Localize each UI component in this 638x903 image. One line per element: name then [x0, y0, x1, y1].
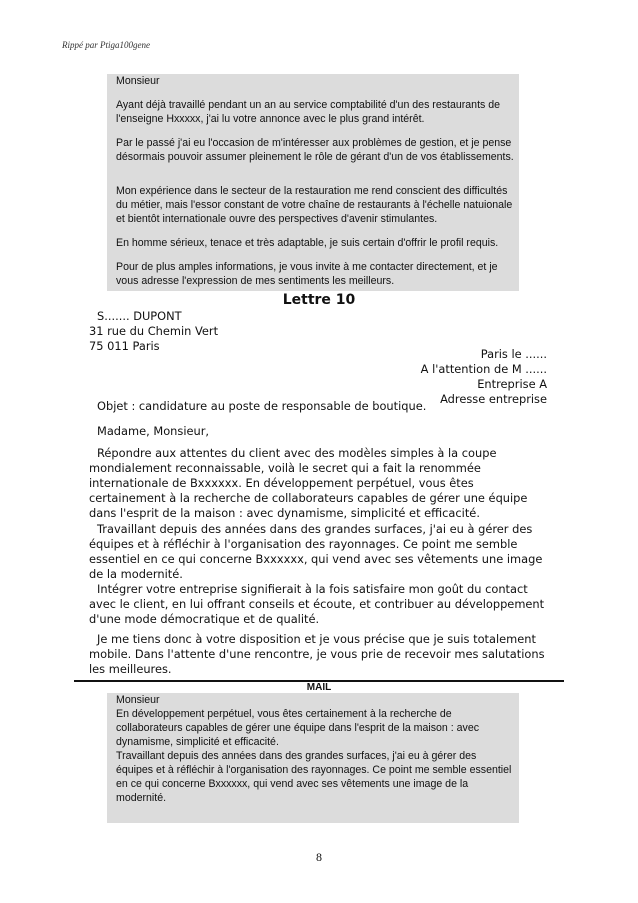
place-date: Paris le ...... — [480, 347, 547, 361]
sender-address — [89, 309, 218, 354]
sender-street: 31 rue du Chemin Vert — [89, 324, 219, 338]
excerpt-paragraph: Ayant déjà travaillé pendant un an au service comptabilité d'un des restaurants de l'enseigne Hxxxxx, j'ai lu votre annonce avec le plus grand intérêt. — [116, 99, 501, 125]
sender-name: S....... DUPONT — [97, 309, 182, 323]
excerpt-paragraph: Mon expérience dans le secteur de la restauration me rend conscient des difficultés du métier, mais l'essor constant de votre chaîne de restaurants à l'échelle natuionale et bientôt internationale ouvre des perspectives d'avenir stimulantes. — [116, 185, 513, 225]
header-note: Rippé par Ptiga100gene — [62, 40, 150, 50]
sender-city: 75 011 Paris — [89, 339, 160, 353]
excerpt-paragraph: Par le passé j'ai eu l'occasion de m'intéresser aux problèmes de gestion, et je pense désormais pouvoir assumer pleinement le rôle de gérant d'un de vos établissements. — [116, 137, 514, 163]
recipient-company: Entreprise A — [477, 377, 547, 391]
greeting: Madame, Monsieur, — [97, 424, 210, 438]
excerpt-paragraph: En développement perpétuel, vous êtes certainement à la recherche de collaborateurs capables de gérer une équipe dans l'esprit de la maison : avec dynamisme, simplicité et efficacité. — [116, 708, 480, 748]
email-excerpt-top — [107, 74, 519, 291]
excerpt-salutation: Monsieur — [116, 75, 160, 87]
letter-paragraph-3 — [89, 582, 551, 627]
recipient-street: Adresse entreprise — [440, 392, 547, 406]
subject-line: Objet : candidature au poste de responsable de boutique. — [97, 399, 427, 413]
paragraph: Répondre aux attentes du client avec des modèles simples à la coupe mondialement reconnaissable, voilà le secret qui a fait la renommée internationale de Bxxxxxx. En développement perpétuel, vous êtes certainement à la recherche de collaborateurs capables de gérer une équipe dans l'esprit de la maison : avec dynamisme, simplicité et efficacité. — [89, 446, 528, 520]
letter-subject — [89, 399, 551, 414]
paragraph: Je me tiens donc à votre disposition et je vous précise que je suis totalement mobile. Dans l'attente d'une rencontre, je vous prie de recevoir mes salutations les meilleures. — [89, 632, 545, 676]
excerpt-salutation: Monsieur — [116, 694, 160, 706]
excerpt-paragraph: Pour de plus amples informations, je vous invite à me contacter directement, et je vous adresse l'expression de mes sentiments les meilleurs. — [116, 261, 498, 287]
paragraph: Intégrer votre entreprise signifierait à la fois satisfaire mon goût du contact avec le client, en lui offrant conseils et écoute, et contribuer au développement d'une mode démocratique et de qualité. — [89, 582, 545, 626]
paragraph: Travaillant depuis des années dans des grandes surfaces, j'ai eu à gérer des équipes et à réfléchir à l'organisation des rayonnages. Ce point me semble essentiel en ce qui concerne Bxxxxxx, qui vend avec ses vêtements une image de la modernité. — [89, 522, 543, 581]
excerpt-paragraph: En homme sérieux, tenace et très adaptable, je suis certain d'offrir le profil requis. — [116, 237, 499, 249]
letter-paragraph-1 — [89, 446, 551, 521]
recipient-address — [421, 347, 547, 407]
letter-paragraph-4 — [89, 632, 551, 677]
letter-title: Lettre 10 — [282, 292, 356, 308]
mail-label: MAIL — [306, 682, 332, 693]
excerpt-paragraph: Travaillant depuis des années dans des grandes surfaces, j'ai eu à gérer des équipes et à réfléchir à l'organisation des rayonnages. Ce point me semble essentiel en ce qui concerne Bxxxxxx, qui vend avec ses vêtements une image de la modernité. — [116, 750, 512, 804]
page-number: 8 — [316, 850, 322, 864]
letter-paragraph-2 — [89, 522, 551, 582]
recipient-attention: A l'attention de M ...... — [420, 362, 547, 376]
letter-greeting — [89, 424, 551, 439]
email-excerpt-bottom — [107, 693, 519, 823]
